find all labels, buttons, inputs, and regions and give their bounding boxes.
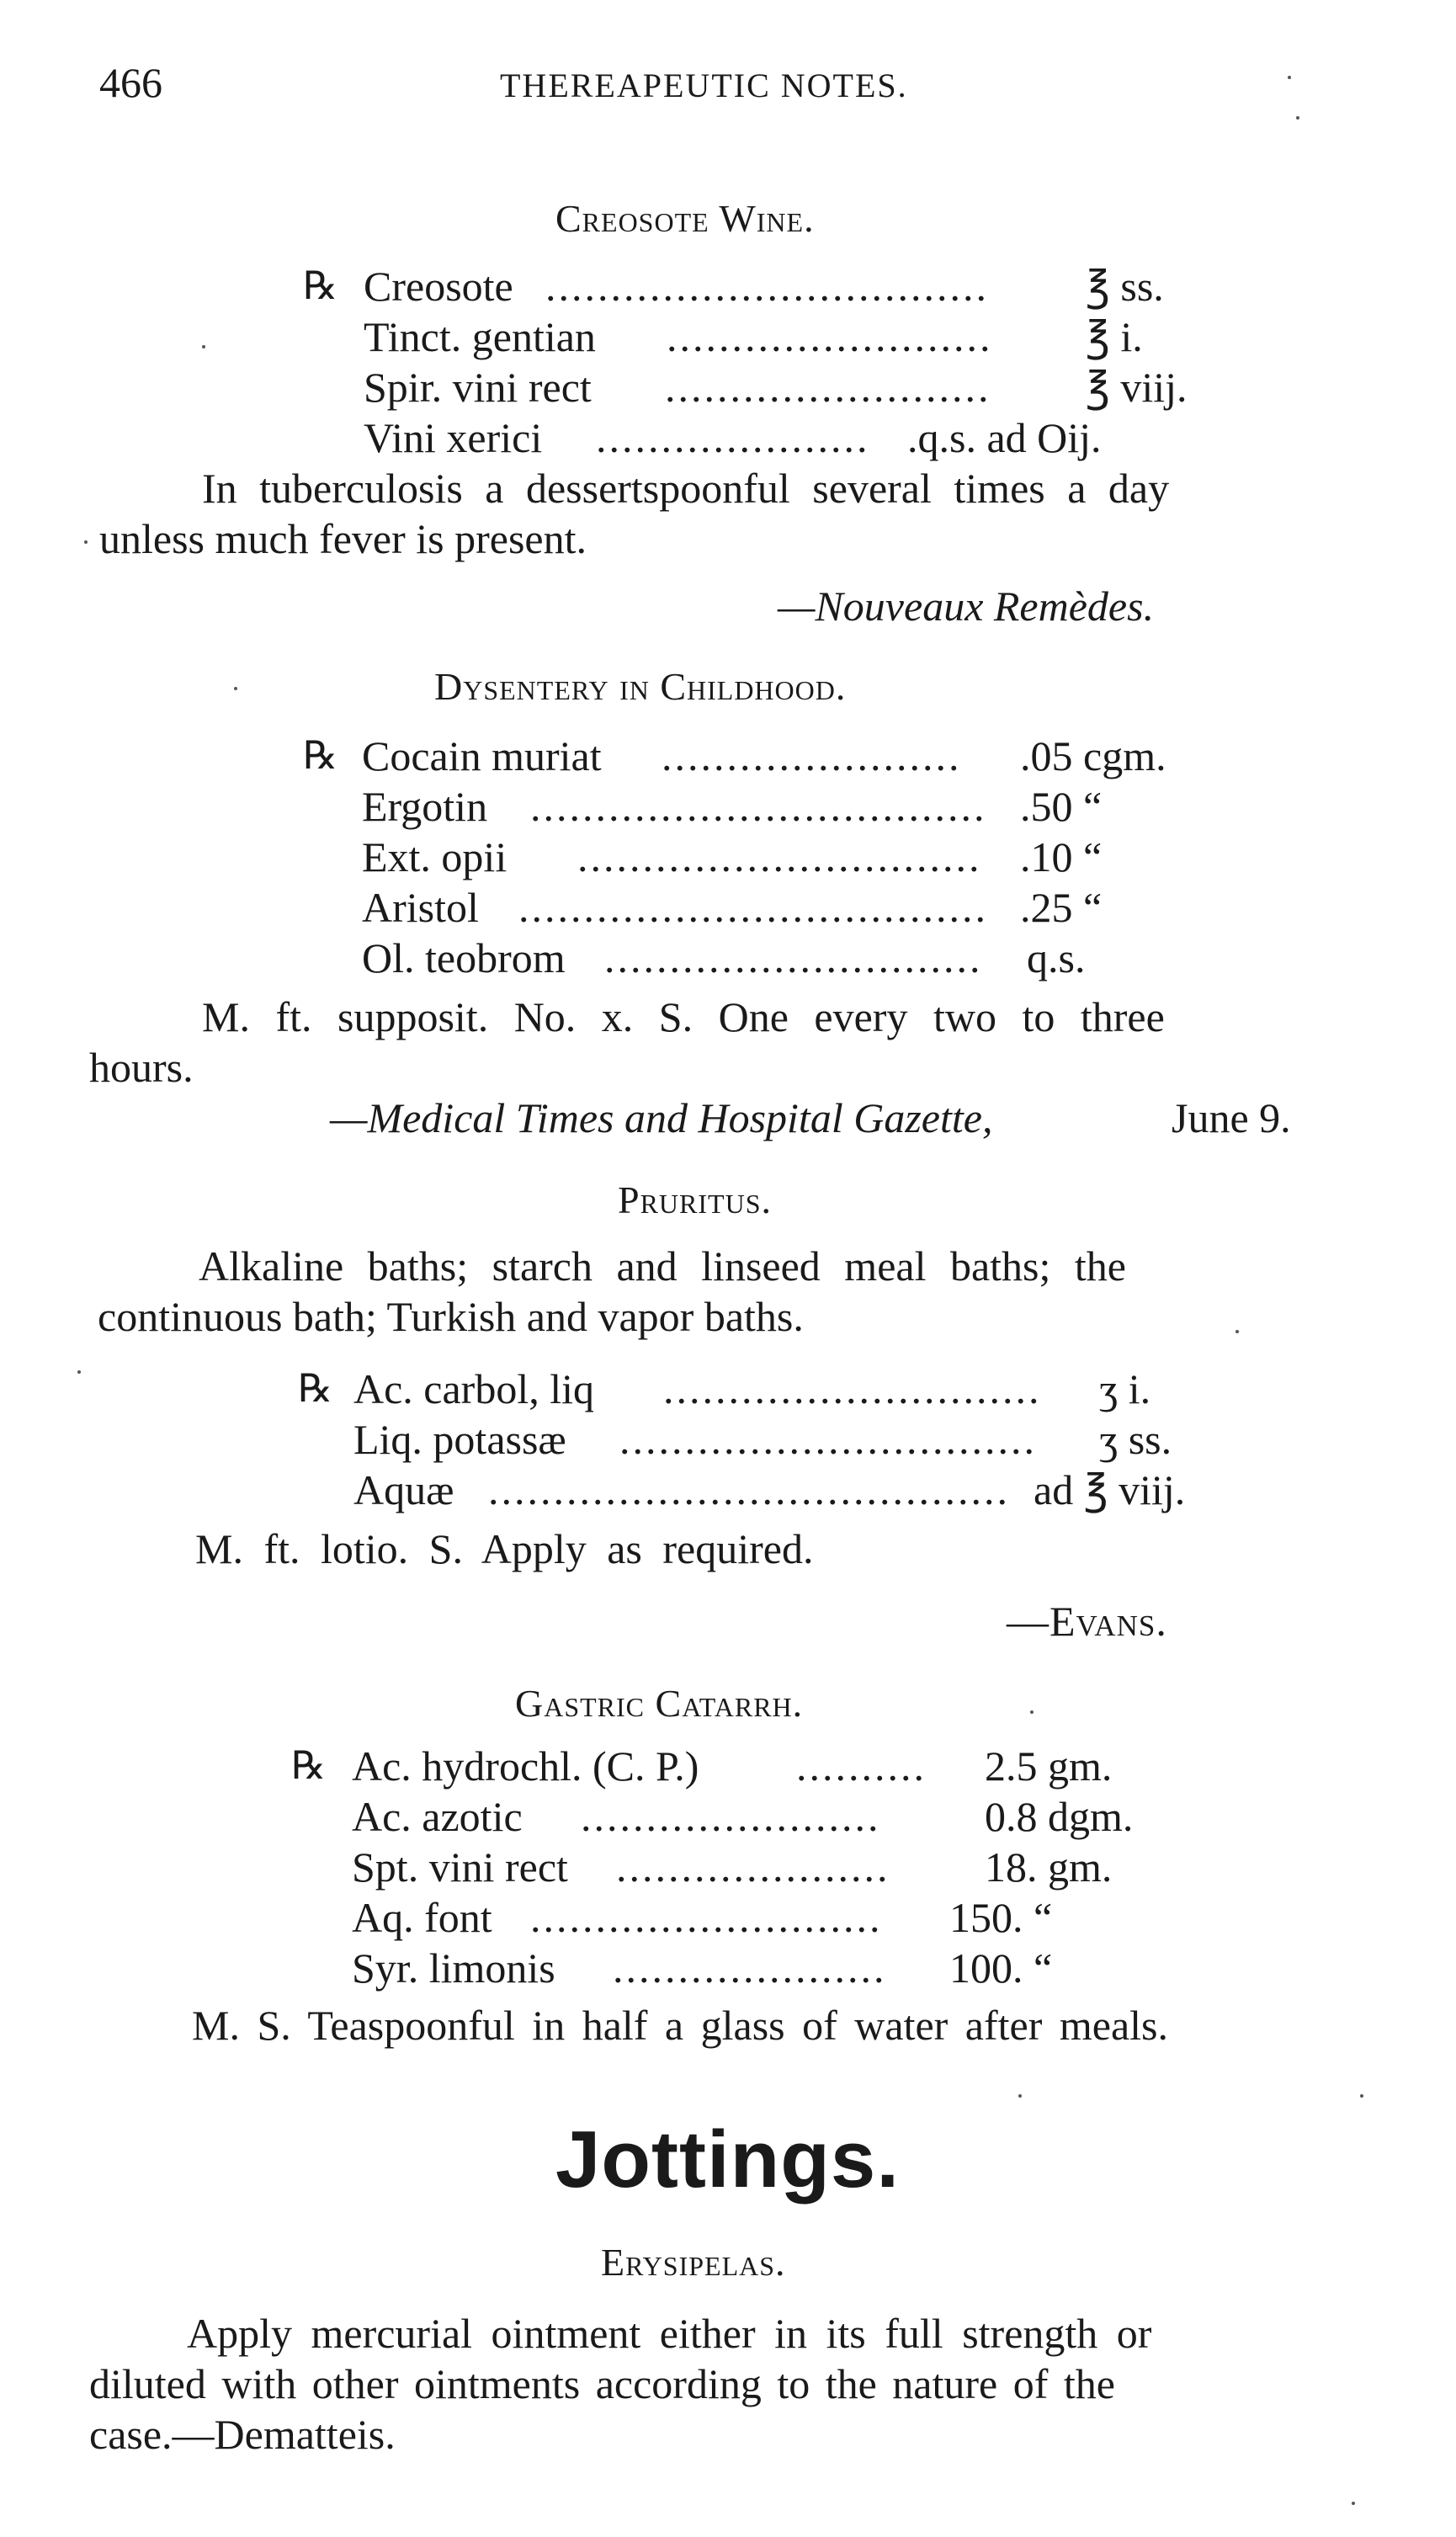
leader-dots: ................................... xyxy=(530,783,987,830)
section-title-pruritus: Pruritus. xyxy=(618,1178,772,1221)
scan-speck xyxy=(1235,1330,1239,1333)
ingredient-dose: .10 “ xyxy=(1020,833,1103,880)
scan-speck xyxy=(202,345,205,348)
citation: —Nouveaux Remèdes. xyxy=(778,582,1155,630)
ingredient-dose: ad ℥ viij. xyxy=(1034,1466,1186,1513)
ingredient-name: Ergotin xyxy=(362,783,488,830)
ingredient-dose: .50 “ xyxy=(1020,783,1103,830)
leader-dots: ..................... xyxy=(613,1944,887,1992)
ingredient-dose: .q.s. ad Oij. xyxy=(907,414,1102,461)
scan-speck xyxy=(84,540,88,544)
scan-speck xyxy=(1018,2094,1022,2098)
ingredient-name: Liq. potassæ xyxy=(353,1416,566,1463)
ingredient-name: Ext. opii xyxy=(362,833,507,880)
ingredient-dose: 150. “ xyxy=(949,1894,1053,1941)
citation-date: June 9. xyxy=(1172,1094,1291,1141)
intro-text: continuous bath; Turkish and vapor baths. xyxy=(98,1293,804,1340)
leader-dots: ........................... xyxy=(530,1894,883,1941)
scan-speck xyxy=(1296,116,1299,120)
jottings-paragraph: Apply mercurial ointment either in its full strength or xyxy=(187,2310,1152,2357)
ingredient-name: Ac. hydrochl. (C. P.) xyxy=(352,1742,699,1790)
page-number: 466 xyxy=(99,59,162,106)
scan-speck xyxy=(1352,2502,1355,2505)
leader-dots: ......................... xyxy=(665,364,991,411)
section-title-creosote-wine: Creosote Wine. xyxy=(555,197,815,240)
jottings-heading: Jottings. xyxy=(555,2114,900,2205)
intro-text: Alkaline baths; starch and linseed meal baths; the xyxy=(199,1242,1126,1290)
citation: —Medical Times and Hospital Gazette, xyxy=(330,1094,993,1141)
ingredient-name: Ac. azotic xyxy=(352,1793,523,1840)
leader-dots: ....................... xyxy=(581,1793,881,1840)
ingredient-name: Aristol xyxy=(362,884,479,931)
rx-symbol: ℞ xyxy=(291,1744,327,1787)
ingredient-dose: q.s. xyxy=(1027,934,1086,981)
jottings-paragraph: diluted with other ointments according to the nature of the xyxy=(89,2360,1115,2407)
ingredient-name: Ol. teobrom xyxy=(362,934,566,981)
ingredient-name: Aq. font xyxy=(352,1894,492,1941)
leader-dots: ..................... xyxy=(616,1843,890,1891)
scan-speck xyxy=(77,1370,81,1374)
ingredient-name: Spt. vini rect xyxy=(352,1843,568,1891)
leader-dots: ............................. xyxy=(663,1365,1042,1412)
rx-symbol: ℞ xyxy=(303,264,338,307)
usage-note: M. ft. lotio. S. Apply as required. xyxy=(195,1525,814,1572)
ingredient-name: Vini xerici xyxy=(364,414,543,461)
ingredient-dose: 0.8 dgm. xyxy=(985,1793,1134,1840)
scan-speck xyxy=(1288,76,1291,79)
leader-dots: ........................................ xyxy=(488,1466,1010,1513)
leader-dots: .................................... xyxy=(518,884,988,931)
ingredient-dose: ℥ viij. xyxy=(1086,364,1188,411)
ingredient-dose: .05 cgm. xyxy=(1020,732,1166,779)
rx-symbol: ℞ xyxy=(298,1367,333,1410)
scan-speck xyxy=(234,687,237,690)
ingredient-name: Cocain muriat xyxy=(362,732,602,779)
ingredient-dose: ʒ i. xyxy=(1099,1365,1151,1412)
jottings-paragraph: case.—Dematteis. xyxy=(89,2411,396,2458)
ingredient-dose: .25 “ xyxy=(1020,884,1103,931)
ingredient-name: Creosote xyxy=(364,263,513,310)
usage-note: M. S. Teaspoonful in half a glass of water after meals. xyxy=(192,2002,1169,2049)
ingredient-dose: ℥ ss. xyxy=(1086,263,1164,310)
rx-symbol: ℞ xyxy=(303,734,338,777)
leader-dots: .................................. xyxy=(545,263,989,310)
ingredient-dose: ʒ ss. xyxy=(1099,1416,1172,1463)
usage-note: In tuberculosis a dessertspoonful several times a day xyxy=(202,465,1170,512)
leader-dots: ..................... xyxy=(596,414,870,461)
citation: —Evans. xyxy=(1007,1598,1167,1645)
leader-dots: ............................. xyxy=(604,934,983,981)
leader-dots: ............................... xyxy=(577,833,982,880)
usage-note: M. ft. supposit. No. x. S. One every two to three xyxy=(202,993,1165,1040)
ingredient-name: Syr. limonis xyxy=(352,1944,555,1992)
section-title-erysipelas: Erysipelas. xyxy=(601,2241,786,2284)
ingredient-name: Spir. vini rect xyxy=(364,364,592,411)
ingredient-name: Tinct. gentian xyxy=(364,313,596,360)
ingredient-name: Ac. carbol, liq xyxy=(353,1365,595,1412)
ingredient-dose: 2.5 gm. xyxy=(985,1742,1113,1790)
leader-dots: ................................ xyxy=(619,1416,1037,1463)
ingredient-name: Aquæ xyxy=(353,1466,454,1513)
usage-note: hours. xyxy=(89,1044,194,1091)
usage-note: unless much fever is present. xyxy=(99,515,587,562)
section-title-gastric-catarrh: Gastric Catarrh. xyxy=(515,1682,804,1725)
leader-dots: ......................... xyxy=(667,313,993,360)
ingredient-dose: 100. “ xyxy=(949,1944,1053,1992)
leader-dots: ....................... xyxy=(662,732,962,779)
running-title: THEREAPEUTIC NOTES. xyxy=(500,66,908,104)
ingredient-dose: 18. gm. xyxy=(985,1843,1113,1891)
leader-dots: .......... xyxy=(796,1742,927,1790)
scan-speck xyxy=(1360,2094,1363,2098)
section-title-dysentery: Dysentery in Childhood. xyxy=(434,665,847,708)
scan-speck xyxy=(1030,1710,1034,1714)
ingredient-dose: ℥ i. xyxy=(1086,313,1143,360)
